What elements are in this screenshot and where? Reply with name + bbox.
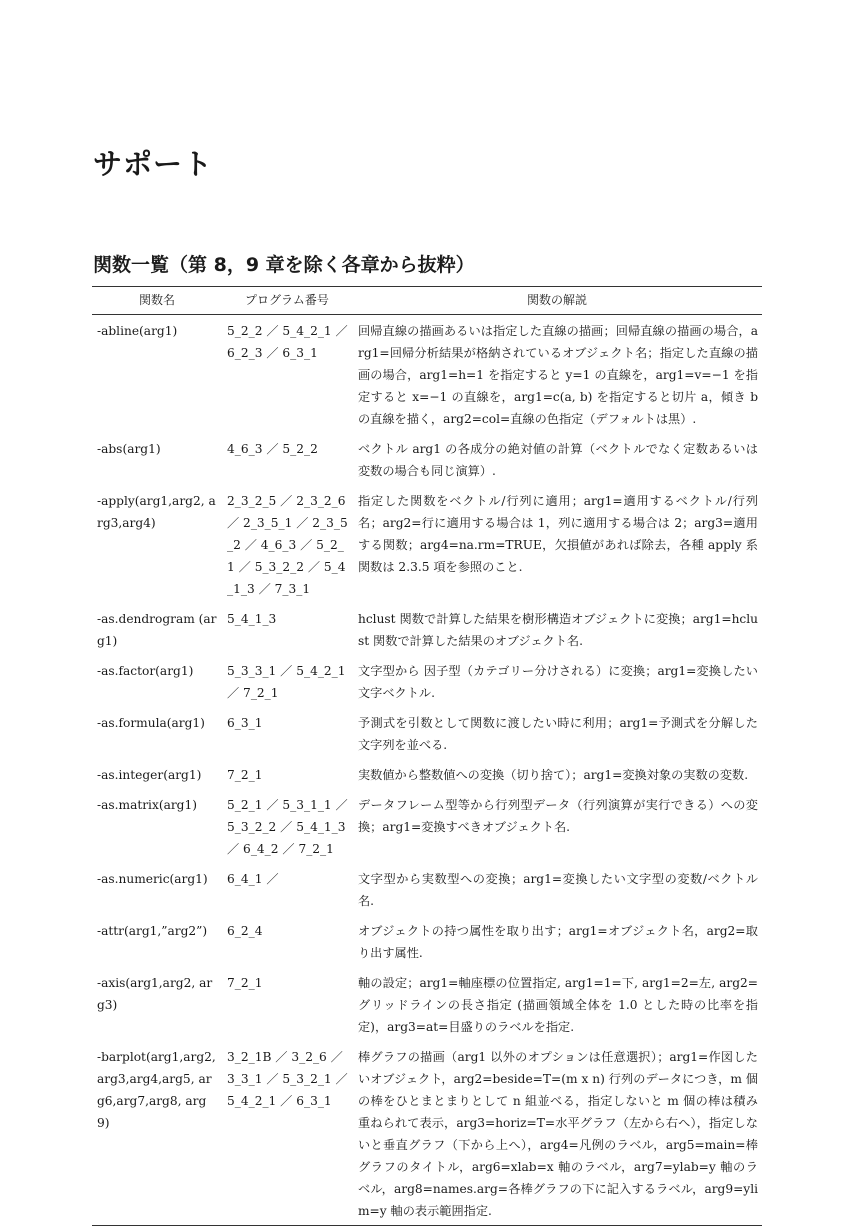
table-header-row bbox=[92, 287, 762, 315]
section-title: 関数一覧（第 8，9 章を除く各章から抜粋） bbox=[93, 254, 475, 276]
program-number: 3_2_1B ／ 3_2_6 ／ 3_3_1 ／ 5_3_2_1 ／ 5_4_2_1 ／ 6_3_1 bbox=[227, 1050, 348, 1108]
header-description: 関数の解説 bbox=[526, 293, 587, 307]
function-description: 文字型から 因子型（カテゴリー分けされる）に変換；arg1=変換したい文字ベクトル. bbox=[358, 664, 758, 700]
function-name: -apply(arg1,arg2, arg3,arg4) bbox=[97, 494, 216, 530]
table-row bbox=[92, 759, 762, 789]
program-number: 5_2_2 ／ 5_4_2_1 ／ 6_2_3 ／ 6_3_1 bbox=[227, 324, 348, 360]
program-number: 5_4_1_3 bbox=[227, 612, 277, 626]
function-name: -as.integer(arg1) bbox=[97, 768, 202, 782]
function-description: 文字型から実数型への変換；arg1=変換したい文字型の変数/ベクトル名. bbox=[358, 872, 758, 908]
table-row bbox=[92, 915, 762, 967]
table-row bbox=[92, 603, 762, 655]
table-row bbox=[92, 707, 762, 759]
program-number: 5_2_1 ／ 5_3_1_1 ／ 5_3_2_2 ／ 5_4_1_3 ／ 6_4_2 ／ 7_2_1 bbox=[227, 798, 348, 856]
table-row bbox=[92, 485, 762, 603]
program-number: 4_6_3 ／ 5_2_2 bbox=[227, 442, 318, 456]
function-description: ベクトル arg1 の各成分の絶対値の計算（ベクトルでなく定数あるいは変数の場合も同じ演算）. bbox=[358, 442, 758, 478]
function-description: hclust 関数で計算した結果を樹形構造オブジェクトに変換；arg1=hclust 関数で計算した結果のオブジェクト名. bbox=[358, 612, 758, 648]
function-name: -as.factor(arg1) bbox=[97, 664, 194, 678]
function-name: -as.formula(arg1) bbox=[97, 716, 205, 730]
table-row bbox=[92, 315, 762, 434]
function-description: 予測式を引数として関数に渡したい時に利用；arg1=予測式を分解した文字列を並べる. bbox=[358, 716, 758, 752]
function-name: -barplot(arg1,arg2, arg3,arg4,arg5, arg6,arg7,arg8, arg9) bbox=[97, 1050, 216, 1130]
table-row bbox=[92, 1041, 762, 1226]
function-name: -as.numeric(arg1) bbox=[97, 872, 208, 886]
header-function-name: 関数名 bbox=[138, 293, 175, 307]
program-number: 7_2_1 bbox=[227, 768, 263, 782]
function-description: データフレーム型等から行列型データ（行列演算が実行できる）への変換；arg1=変換すべきオブジェクト名. bbox=[358, 798, 758, 834]
function-description: 棒グラフの描画（arg1 以外のオプションは任意選択）；arg1=作図したいオブジェクト，arg2=beside=T=(m x n) 行列のデータにつき，m 個の棒をひとまとまりとして n 組並べる，指定しないと m 個の棒は積み重ねられて表示，arg3=horiz=T=水平グラフ（左から右へ），指定しないと垂直グラフ（下から上へ），arg4=凡例のラベル，arg5=main=棒グラフのタイトル，arg6=xlab=x 軸のラベル，arg7=ylab=y 軸のラベル，arg8=names.arg=各棒グラフの下に記入するラベル，arg9=ylim=y 軸の表示範囲指定. bbox=[358, 1050, 758, 1218]
function-description: 回帰直線の描画あるいは指定した直線の描画；回帰直線の描画の場合，arg1=回帰分析結果が格納されているオブジェクト名；指定した直線の描画の場合，arg1=h=1 を指定すると y=1 の直線を，arg1=v=−1 を指定すると x=−1 の直線を，arg1=c(a, b) を指定すると切片 a，傾き b の直線を描く，arg2=col=直線の色指定（デフォルトは黒）. bbox=[358, 324, 758, 426]
function-name: -abline(arg1) bbox=[97, 324, 178, 338]
function-description: 指定した関数をベクトル/行列に適用；arg1=適用するベクトル/行列名；arg2=行に適用する場合は 1，列に適用する場合は 2；arg3=適用する関数；arg4=na.rm=TRUE，欠損値があれば除去，各種 apply 系関数は 2.3.5 項を参照のこと. bbox=[358, 494, 758, 574]
program-number: 6_2_4 bbox=[227, 924, 263, 938]
function-name: -abs(arg1) bbox=[97, 442, 161, 456]
function-description: オブジェクトの持つ属性を取り出す；arg1=オブジェクト名，arg2=取り出す属性. bbox=[358, 924, 758, 960]
function-table bbox=[92, 286, 762, 1226]
page-heading: サポート bbox=[93, 147, 214, 181]
function-description: 軸の設定；arg1=軸座標の位置指定, arg1=1=下, arg1=2=左, arg2=グリッドラインの長さ指定 (描画領域全体を 1.0 とした時の比率を指定)，arg3=at=目盛りのラベルを指定. bbox=[358, 976, 758, 1034]
header-program-number: プログラム番号 bbox=[245, 293, 329, 307]
program-number: 6_4_1 ／ bbox=[227, 872, 279, 886]
function-name: -as.dendrogram (arg1) bbox=[97, 612, 217, 648]
function-name: -attr(arg1,”arg2”) bbox=[97, 924, 208, 938]
table-row bbox=[92, 863, 762, 915]
program-number: 6_3_1 bbox=[227, 716, 263, 730]
table-row bbox=[92, 789, 762, 863]
function-name: -axis(arg1,arg2, arg3) bbox=[97, 976, 213, 1012]
program-number: 2_3_2_5 ／ 2_3_2_6 ／ 2_3_5_1 ／ 2_3_5_2 ／ 4_6_3 ／ 5_2_1 ／ 5_3_2_2 ／ 5_4_1_3 ／ 7_3_1 bbox=[227, 494, 348, 596]
function-description: 実数値から整数値への変換（切り捨て）；arg1=変換対象の実数の変数. bbox=[358, 768, 749, 782]
table-row bbox=[92, 967, 762, 1041]
function-name: -as.matrix(arg1) bbox=[97, 798, 197, 812]
program-number: 7_2_1 bbox=[227, 976, 263, 990]
program-number: 5_3_3_1 ／ 5_4_2_1 ／ 7_2_1 bbox=[227, 664, 346, 700]
table-row bbox=[92, 655, 762, 707]
table-row bbox=[92, 433, 762, 485]
